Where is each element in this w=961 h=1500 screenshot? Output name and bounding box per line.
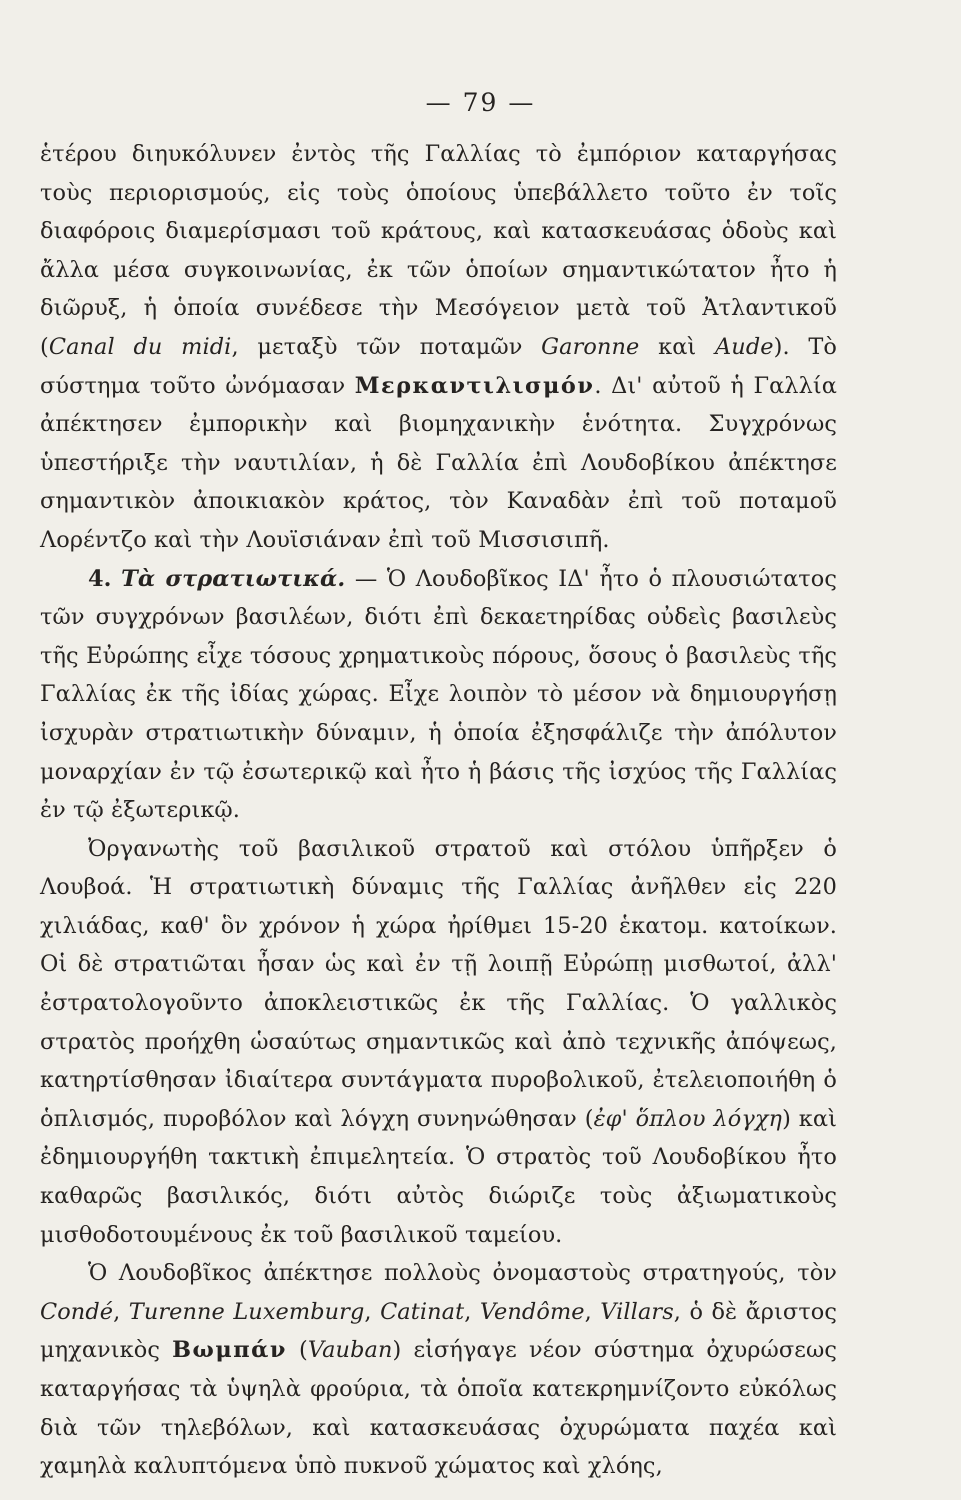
text-run: — Ὁ Λουδοβῖκος ΙΔ' ἦτο ὁ πλουσιώτατος τῶν συγχρόνων βασιλέων, διότι ἐπὶ δεκαετηρίδας οὐδεὶς βασιλεὺς τῆς Εὐρώπης εἶχε τόσους χρηματικοὺς πόρους, ὅσους ὁ βασιλεὺς τῆς Γαλλίας ἐκ τῆς ἰδίας χώρας. Εἶχε λοιπὸν τὸ μέσον νὰ δημιουργήσῃ ἰσχυρὰν στρατιωτικὴν δύναμιν, ἡ ὁποία ἐξησφάλιζε τὴν ἀπόλυτον μοναρχίαν ἐν τῷ ἐσωτερικῷ καὶ ἦτο ἡ βάσις τῆς ἰσχύος τῆς Γαλλίας ἐν τῷ ἐξωτερικῷ. xyxy=(40,565,838,824)
text-run: , xyxy=(584,1298,601,1325)
italic-latin-term: Vauban xyxy=(307,1337,393,1364)
text-run: Ὁ Λουδοβῖκος ἀπέκτησε πολλοὺς ὀνομαστοὺς στρατηγούς, τὸν xyxy=(88,1260,837,1287)
section-title: Τὰ στρατιωτικά. xyxy=(121,565,346,592)
italic-latin-term: Catinat xyxy=(380,1298,465,1325)
text-run: ( xyxy=(286,1337,308,1364)
text-run: . Δι' αὐτοῦ ἡ Γαλλία ἀπέκτησεν ἐμπορικὴν καὶ βιομηχανικὴν ἑνότητα. Συγχρόνως ὑπεστήριξε τὴν ναυτιλίαν, ἡ δὲ Γαλλία ἐπὶ Λουδοβίκου ἀπέκτησε σημαντικὸν ἀποικιακὸν κράτος, τὸν Καναδὰν ἐπὶ τοῦ ποταμοῦ Λορέντζο καὶ τὴν Λουϊσιάναν ἐπὶ τοῦ Μισσισιπῆ. xyxy=(40,372,837,553)
paragraph-1 xyxy=(40,135,837,560)
text-run: , xyxy=(464,1298,480,1325)
text-run: ) καὶ ἐδημιουργήθη τακτικὴ ἐπιμελητεία. Ὁ στρατὸς τοῦ Λουδοβίκου ἦτο καθαρῶς βασιλικός, διότι αὐτὸς διώριζε τοὺς ἀξιωματικοὺς μισθοδοτουμένους ἐκ τοῦ βασιλικοῦ ταμείου. xyxy=(40,1105,838,1248)
text-run: ἑτέρου διηυκόλυνεν ἐντὸς τῆς Γαλλίας τὸ ἐμπόριον καταργήσας τοὺς περιορισμούς, εἰς τοὺς ὁποίους ὑπεβάλλετο τοῦτο ἐν τοῖς διαφόροις διαμερίσμασι τοῦ κράτους, καὶ κατασκευάσας ὁδοὺς καὶ ἄλλα μέσα συγκοινωνίας, ἐκ τῶν ὁποίων σημαντικώτατον ἦτο ἡ διῶρυξ, ἡ ὁποία συνέδεσε τὴν Μεσόγειον μετὰ τοῦ Ἀτλαντικοῦ ( xyxy=(40,141,837,360)
italic-latin-term: Garonne xyxy=(541,333,640,360)
emphasized-term: Βωμπάν xyxy=(172,1337,287,1364)
italic-latin-term: Canal du midi xyxy=(48,333,232,360)
page-number: — 79 — xyxy=(425,88,536,117)
italic-latin-term: Villars xyxy=(600,1298,674,1325)
text-run: Ὀργανωτὴς τοῦ βασιλικοῦ στρατοῦ καὶ στόλου ὑπῆρξεν ὁ Λουβοά. Ἡ στρατιωτικὴ δύναμις τῆς Γαλλίας ἀνῆλθεν εἰς 220 χιλιάδας, καθ' ὃν χρόνον ἡ χώρα ἠρίθμει 15-20 ἑκατομ. κατοίκων. Οἱ δὲ στρατιῶται ἦσαν ὡς καὶ ἐν τῇ λοιπῇ Εὐρώπῃ μισθωτοί, ἀλλ' ἐστρατολογοῦντο ἀποκλειστικῶς ἐκ τῆς Γαλλίας. Ὁ γαλλικὸς στρατὸς προήχθη ὡσαύτως σημαντικῶς καὶ ἀπὸ τεχνικῆς ἀπόψεως, κατηρτίσθησαν ἰδιαίτερα συντάγματα πυροβολικοῦ, ἐτελειοποιήθη ὁ ὁπλισμός, πυροβόλον καὶ λόγχη συνηνώθησαν ( xyxy=(40,835,837,1132)
italic-latin-term: Vendôme xyxy=(479,1298,585,1325)
text-run: καὶ xyxy=(639,333,716,360)
paragraph-4 xyxy=(40,1254,837,1486)
text-run: , ὁ δὲ ἄριστος μηχανικὸς xyxy=(40,1298,838,1364)
text-run: , μεταξὺ τῶν ποταμῶν xyxy=(231,333,542,360)
italic-term: ἐφ' ὅπλου λόγχη xyxy=(593,1105,783,1132)
text-run: , xyxy=(113,1298,129,1325)
section-number: 4. xyxy=(88,565,112,592)
paragraph-3 xyxy=(40,830,837,1255)
text-run: ). Τὸ σύστημα τοῦτο ὠνόμασαν xyxy=(40,333,838,399)
text-run xyxy=(112,566,122,592)
italic-latin-term: Luxemburg xyxy=(233,1298,365,1325)
italic-latin-term: Condé xyxy=(40,1298,114,1325)
text-run: , xyxy=(364,1298,381,1325)
italic-latin-term: Turenne xyxy=(128,1298,225,1325)
text-run: ) εἰσήγαγε νέον σύστημα ὀχυρώσεως καταργήσας τὰ ὑψηλὰ φρούρια, τὰ ὁποῖα κατεκρημνίζοντο εὐκόλως διὰ τῶν τηλεβόλων, καὶ κατασκευάσας ὀχυρώματα παχέα καὶ χαμηλὰ καλυπτόμενα ὑπὸ πυκνοῦ χώματος καὶ χλόης, xyxy=(40,1337,837,1480)
paragraph-2 xyxy=(40,560,837,830)
emphasized-term: Μερκαντιλισμόν xyxy=(354,372,595,399)
italic-latin-term: Aude xyxy=(715,333,774,360)
